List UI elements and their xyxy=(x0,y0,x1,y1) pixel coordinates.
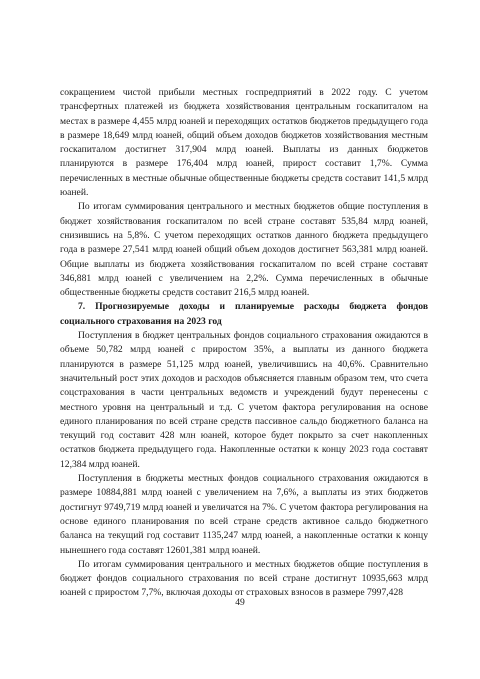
paragraph-state-capital-summary: По итогам суммирования центрального и местных бюджетов общие поступления в бюджет хозяйствования госкапиталом по всей стране составят 535,84 млрд юаней, снизившись на 5,8%. С учетом переходящих остатков данного бюджета предыдущего года в размере 27,541 млрд юаней общий объем доходов достигнет 563,381 млрд юаней. Общие выплаты из бюджета хозяйствования госкапиталом по всей стране составят 346,881 млрд юаней с увеличением на 2,2%. Сумма перечисленных в обычные общественные бюджеты средств составит 216,5 млрд юаней. xyxy=(60,201,428,299)
paragraph-central-social-insurance: Поступления в бюджет центральных фондов социального страхования ожидаются в объеме 50,782 млрд юаней с приростом 35%, а выплаты из данного бюджета планируются в размере 51,125 млрд юаней, увеличившись на 40,6%. Сравнительно значительный рост этих доходов и расходов объясняется главным образом тем, что счета соцстрахования в части центральных ведомств и учреждений будут перенесены с местного уровня на центральный и т.д. С учетом фактора регулирования на основе единого планирования по всей стране средств пассивное сальдо бюджетного баланса на текущий год составит 428 млн юаней, которое будет покрыто за счет накопленных остатков бюджета предыдущего года. Накопленные остатки к концу 2023 года составят 12,384 млрд юаней. xyxy=(60,330,428,470)
page-number: 49 xyxy=(235,597,245,608)
section-heading: 7. Прогнозируемые доходы и планируемые расходы бюджета фондов социального страхования на 2023 год xyxy=(60,301,428,327)
paragraph-continuation: сокращением чистой прибыли местных госпредприятий в 2022 году. С учетом трансфертных платежей из бюджета хозяйствования центральным госкапиталом на местах в размере 4,455 млрд юаней и переходящих остатков бюджетов предыдущего года в размере 18,649 млрд юаней, общий объем доходов бюджетов хозяйствования местным госкапиталом достигнет 317,904 млрд юаней. Выплаты из данных бюджетов планируются в размере 176,404 млрд юаней, прирост составит 1,7%. Сумма перечисленных в местные обычные общественные бюджеты средств составит 141,5 млрд юаней. xyxy=(60,87,428,199)
paragraph-social-insurance-summary: По итогам суммирования центрального и местных бюджетов общие поступления в бюджет фондов социального страхования по всей стране достигнут 10935,663 млрд юаней с приростом 7,7%, включая доходы от страховых взносов в размере 7997,428 xyxy=(60,558,428,599)
paragraph-local-social-insurance: Поступления в бюджеты местных фондов социального страхования ожидаются в размере 10884,881 млрд юаней с увеличением на 7,6%, а выплаты из этих бюджетов достигнут 9749,719 млрд юаней и увеличатся на 7%. С учетом фактора регулирования на основе единого планирования по всей стране средств активное сальдо бюджетного баланса на текущий год составит 1135,247 млрд юаней, а накопленные остатки к концу нынешнего года составят 12601,381 млрд юаней. xyxy=(60,473,428,556)
document-body xyxy=(60,86,428,601)
